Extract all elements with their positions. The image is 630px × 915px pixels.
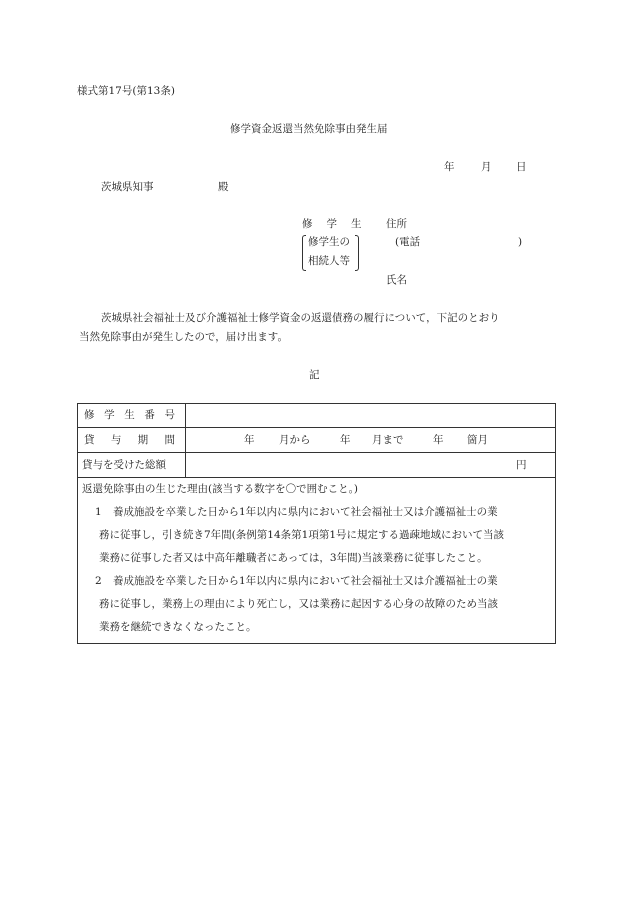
right-bracket: [355, 235, 359, 271]
alt-applicant-line2: 相続人等: [308, 255, 350, 267]
applicant-role-char: 学: [326, 218, 337, 230]
period-end-year: 年: [340, 434, 351, 446]
body-line-1: 茨城県社会福祉士及び介護福祉士修学資金の返還債務の履行について，下記のとおり: [101, 312, 500, 324]
loan-period-label: [84, 435, 175, 446]
reason-1-line-1: 養成施設を卒業した日から1年以内に県内において社会福祉士又は介護福祉士の業: [113, 506, 498, 518]
application-table: [77, 403, 556, 644]
total-loan-label: 貸与を受けた総額: [82, 459, 166, 471]
table-column-divider: [185, 404, 186, 477]
ki-marker: 記: [309, 369, 320, 381]
left-bracket: [302, 235, 306, 271]
name-label: 氏名: [386, 274, 407, 286]
label-char: 貸: [84, 434, 95, 446]
period-month-count: 箇月: [467, 434, 488, 446]
applicant-role: [302, 219, 362, 230]
address-label: 住所: [386, 218, 407, 230]
reason-2-line-3: 業務を継続できなくなったこと。: [99, 621, 257, 633]
date-day-label: 日: [516, 161, 527, 173]
reason-1-line-3: 業務に従事した者又は中高年離職者にあっては，3年間)当該業務に従事したこと。: [99, 552, 488, 564]
label-char: 期: [137, 434, 149, 446]
table-divider: [78, 427, 555, 428]
body-line-2: 当然免除事由が発生したので，届け出ます。: [79, 331, 288, 343]
label-char: 与: [110, 434, 122, 446]
table-divider: [78, 452, 555, 453]
alt-applicant-line1: 修学生の: [308, 236, 350, 248]
applicant-role-char: 生: [351, 218, 362, 230]
reason-1-number[interactable]: 1: [95, 506, 102, 518]
date-year-label: 年: [444, 161, 455, 173]
period-start-month: 月から: [279, 434, 311, 446]
addressee-name: 茨城県知事: [101, 181, 154, 193]
period-total-year: 年: [433, 434, 444, 446]
reason-2-line-1: 養成施設を卒業した日から1年以内に県内において社会福祉士又は介護福祉士の業: [113, 575, 498, 587]
reason-1-line-2: 務に従事し，引き続き7年間(条例第14条第1項第1号に規定する過疎地域において当該: [99, 529, 504, 541]
label-char: 番: [144, 409, 155, 421]
label-char: 号: [164, 409, 175, 421]
phone-label: (電話: [395, 236, 421, 248]
label-char: 生: [124, 409, 135, 421]
label-char: 学: [104, 409, 115, 421]
applicant-role-char: 修: [302, 218, 313, 230]
reason-heading: 返還免除事由の生じた理由(該当する数字を〇で囲むこと。): [82, 483, 358, 495]
reason-2-number[interactable]: 2: [95, 575, 102, 587]
amount-unit: 円: [516, 459, 527, 471]
label-char: 間: [164, 434, 175, 446]
table-divider: [78, 477, 555, 478]
period-end-month: 月まで: [372, 434, 404, 446]
page-title: 修学資金返還当然免除事由発生届: [230, 123, 388, 135]
period-start-year: 年: [244, 434, 255, 446]
form-number: 様式第17号(第13条): [77, 85, 175, 97]
label-char: 修: [84, 409, 95, 421]
date-month-label: 月: [481, 161, 492, 173]
student-number-field[interactable]: [190, 410, 550, 424]
addressee-honorific: 殿: [218, 181, 229, 193]
reason-2-line-2: 務に従事し，業務上の理由により死亡し，又は業務に起因する心身の故障のため当該: [99, 598, 498, 610]
student-number-label: [84, 410, 175, 421]
phone-close: ): [518, 236, 523, 248]
